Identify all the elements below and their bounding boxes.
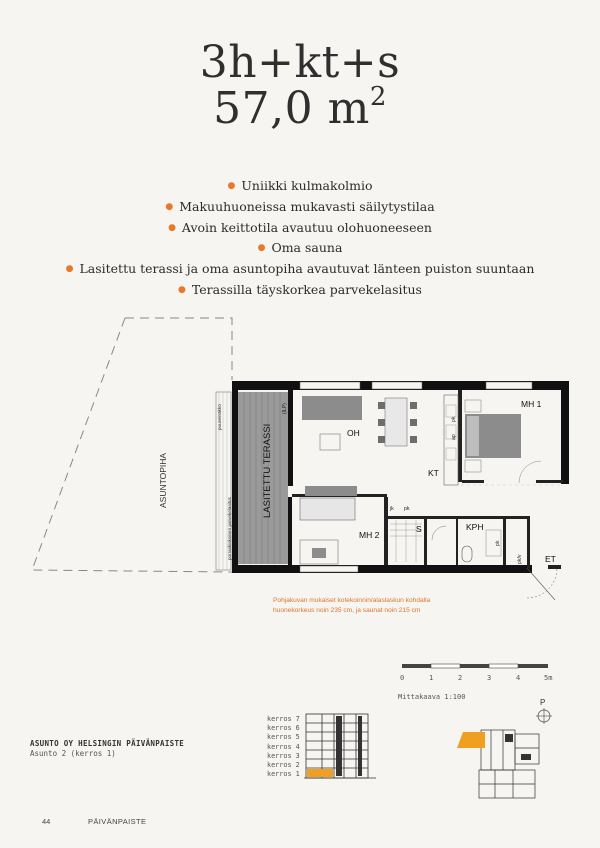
scale-caption: Mittakaava 1:100 (398, 693, 466, 701)
floor-label: kerros 4 (267, 742, 300, 751)
bullet-icon: ● (165, 201, 174, 212)
feature-item (0, 176, 600, 197)
feature-item (0, 238, 600, 259)
compass-north-icon (534, 696, 554, 726)
terrace-label: LASITETTU TERASSI (262, 423, 273, 518)
feature-text: Avoin keittotila avautuu olohuoneeseen (181, 219, 432, 235)
area-value: 57,0 m (213, 83, 370, 134)
floor-label: kerros 3 (267, 751, 300, 760)
dish-label: ap (451, 434, 457, 440)
feature-text: Uniikki kulmakolmio (241, 178, 373, 193)
room-label-living: OH (347, 428, 360, 438)
page-footer-title: PÄIVÄNPAISTE (88, 817, 147, 826)
room-label-bedroom1: MH 1 (521, 399, 542, 409)
scale-tick: 2 (458, 674, 463, 682)
building-section-diagram (300, 712, 380, 780)
sofa (302, 396, 362, 420)
closet-label: pk (451, 416, 457, 422)
single-bed (300, 498, 355, 520)
feature-item (0, 280, 600, 301)
scale-tick: 5m (544, 674, 553, 682)
scale-tick: 4 (516, 674, 521, 682)
apartment-area-title (0, 82, 600, 134)
site-key-plan (455, 728, 545, 800)
room-label-sauna: S (416, 524, 422, 534)
bullet-icon: ● (227, 181, 236, 191)
closet-label: pk (404, 506, 410, 512)
room-label-kitchen: KT (428, 468, 439, 478)
floor-label: kerros 7 (267, 715, 300, 723)
yard-boundary (32, 318, 232, 572)
floor-label: kerros 5 (267, 733, 300, 742)
floor-label: kerros 6 (267, 724, 300, 733)
ceiling-height-note: Pohjakuvan mukaiset kotekoinnin/alaslaskun kohdalla huonekorkeus noin 235 cm, ja saunat noin 215 cm (273, 597, 431, 614)
floor-label: kerros 1 (267, 770, 300, 779)
fridge-label: jk (390, 506, 394, 512)
scale-tick: 1 (429, 674, 434, 682)
wall-note-label: puuseinäkkö (217, 404, 222, 430)
dining-table (385, 398, 407, 446)
apartment-highlight (457, 732, 485, 748)
feature-text: Terassilla täyskorkea parvekelasitus (191, 281, 422, 297)
highlighted-floor (307, 769, 333, 777)
feature-text: Oma sauna (271, 240, 343, 256)
toilet (462, 546, 472, 562)
area-unit-superscript: 2 (369, 82, 387, 112)
glazing-label-1: porraskiskoinen parvekelasitus (227, 497, 232, 560)
yard-label: ASUNTOPIHA (158, 452, 168, 508)
room-label-bedroom2: MH 2 (359, 530, 380, 540)
scale-tick: 0 (400, 674, 405, 682)
floor-plan (0, 300, 600, 610)
floor-label: kerros 2 (267, 761, 300, 770)
feature-item (0, 218, 600, 239)
hall-closet-label: pk/v (517, 554, 523, 564)
apartment-type-title: 3h+kt+s (199, 37, 401, 88)
floor-list (267, 715, 300, 779)
page-number: 44 (42, 817, 51, 826)
compass-label: P (540, 698, 546, 707)
company-name: ASUNTO OY HELSINGIN PÄIVÄNPAISTE (30, 739, 185, 748)
ilp-label: (ILP) (282, 403, 288, 414)
feature-item (0, 197, 600, 218)
feature-text: Makuuhuoneissa mukavasti säilytystilaa (179, 198, 435, 214)
room-label-entry: ET (545, 554, 556, 564)
feature-text: Lasitettu terassi ja oma asuntopiha avautuvat länteen puiston suuntaan (79, 261, 535, 277)
bullet-icon: ● (178, 284, 186, 295)
feature-list (0, 176, 600, 301)
bullet-icon: ● (65, 264, 74, 275)
bullet-icon: ● (257, 243, 266, 254)
scale-tick: 3 (487, 674, 492, 682)
closet-label: pk (495, 540, 501, 546)
bullet-icon: ● (168, 222, 176, 233)
apartment-info: Asunto 2 (kerros 1) (30, 749, 116, 758)
feature-item (0, 259, 600, 280)
room-label-bathroom: KPH (466, 522, 484, 532)
